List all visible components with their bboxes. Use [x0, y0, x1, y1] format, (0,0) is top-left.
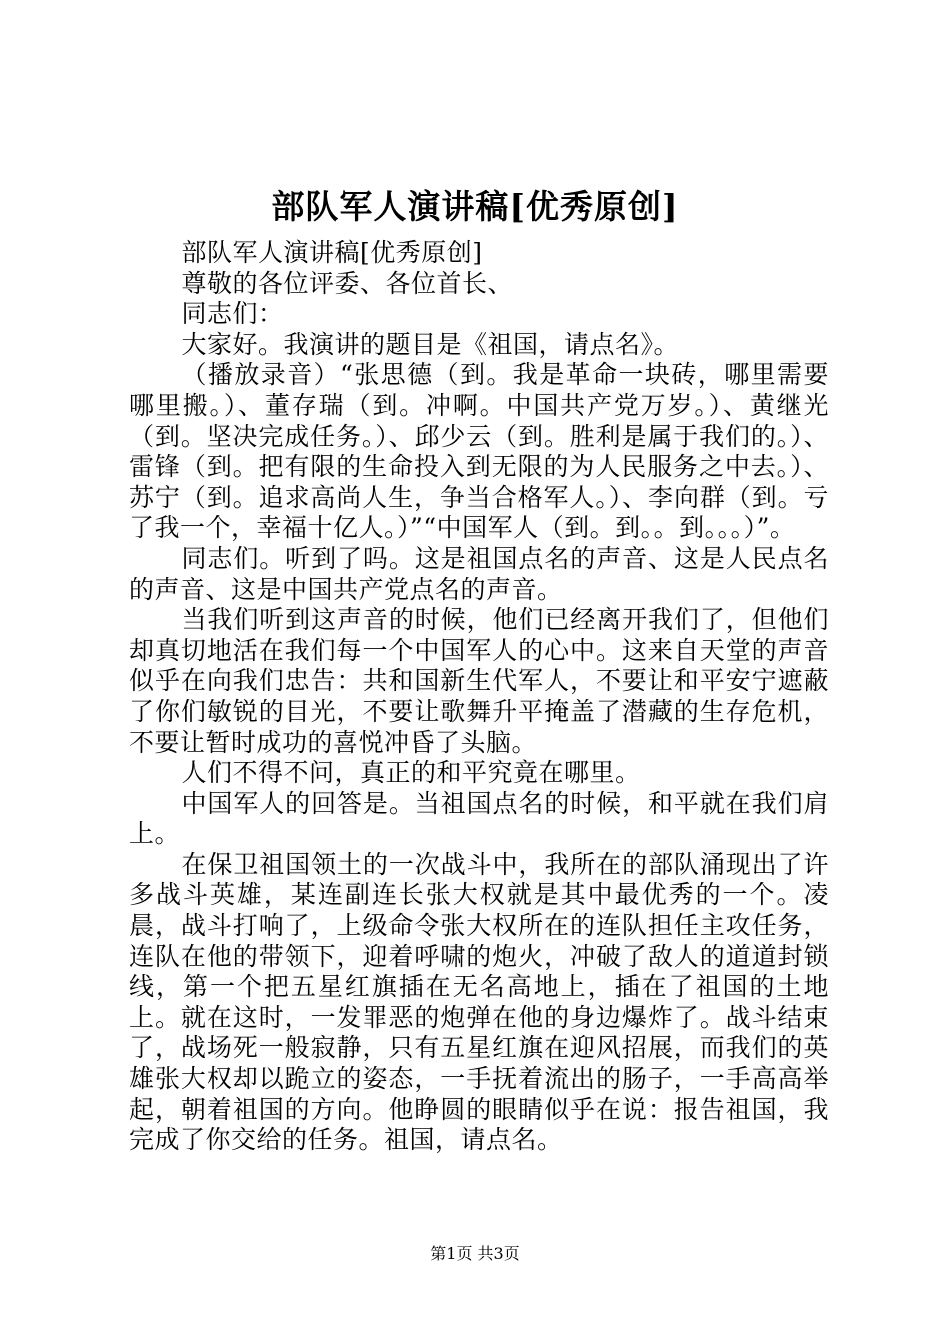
- page-number-footer: 第1页 共3页: [430, 1244, 520, 1263]
- paragraph-answer: 中国军人的回答是。当祖国点名的时候，和平就在我们肩上。: [129, 788, 829, 849]
- document-body: [129, 238, 829, 1156]
- paragraph-question: 人们不得不问，真正的和平究竟在哪里。: [181, 758, 641, 788]
- paragraph-roll-call: （播放录音）“张思德（到。我是革命一块砖，哪里需要哪里搬。）、董存瑞（到。冲啊。中国共产党万岁。）、黄继光（到。坚决完成任务。）、邱少云（到。胜利是属于我们的。）、雷锋（到。把有限的生命投入到无限的为人民服务之中去。）、苏宁（到。追求高尚人生，争当合格军人。）、李向群（到。亏了我一个，幸福十亿人。）”“中国军人（到。到。。到。。。）”。: [129, 360, 829, 543]
- document-title: 部队军人演讲稿[优秀原创]: [271, 187, 679, 226]
- paragraph-salutation: 尊敬的各位评委、各位首长、: [181, 268, 514, 298]
- paragraph-heading-repeat: 部队军人演讲稿[优秀原创]: [181, 238, 483, 267]
- paragraph-battle-story: 在保卫祖国领土的一次战斗中，我所在的部队涌现出了许多战斗英雄，某连副连长张大权就是其中最优秀的一个。凌晨，战斗打响了，上级命令张大权所在的连队担任主攻任务，连队在他的带领下，迎着呼啸的炮火，冲破了敌人的道道封锁线，第一个把五星红旗插在无名高地上，插在了祖国的土地上。就在这时，一发罪恶的炮弹在他的身边爆炸了。战斗结束了，战场死一般寂静，只有五星红旗在迎风招展，而我们的英雄张大权却以跪立的姿态，一手抚着流出的肠子，一手高高举起，朝着祖国的方向。他睁圆的眼睛似乎在说：报告祖国，我完成了你交给的任务。祖国，请点名。: [129, 849, 829, 1155]
- paragraph-warning: 当我们听到这声音的时候，他们已经离开我们了，但他们却真切地活在我们每一个中国军人的心中。这来自天堂的声音似乎在向我们忠告：共和国新生代军人，不要让和平安宁遮蔽了你们敏锐的目光，不要让歌舞升平掩盖了潜藏的生存危机，不要让暂时成功的喜悦冲昏了头脑。: [129, 605, 829, 757]
- paragraph-voice: 同志们。听到了吗。这是祖国点名的声音、这是人民点名的声音、这是中国共产党点名的声音。: [129, 543, 829, 604]
- paragraph-greeting: 大家好。我演讲的题目是《祖国，请点名》。: [181, 329, 680, 359]
- paragraph-comrades: 同志们：: [181, 299, 284, 329]
